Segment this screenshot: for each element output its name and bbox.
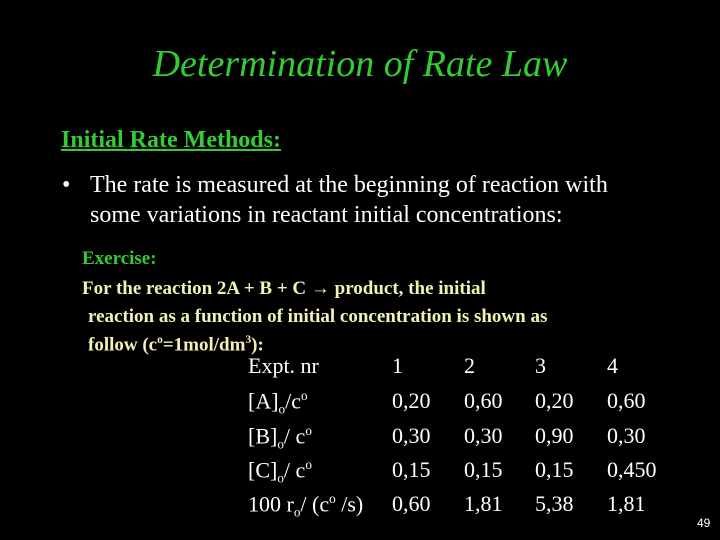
table-row-label: 100 $r_o/$ ($c^o$ /s): [248, 491, 364, 520]
table-cell: 0,450: [607, 457, 657, 482]
exercise-line3-sup: o: [157, 334, 163, 346]
exercise-line2: reaction as a function of initial concentration is shown as: [88, 306, 548, 327]
page-number: 49: [697, 516, 711, 530]
exercise-line3-mid: =1mol/dm: [162, 334, 246, 356]
table-cell: 0,60: [392, 491, 431, 516]
table-cell: 1,81: [607, 491, 646, 516]
slide-title: Determination of Rate Law: [152, 43, 568, 85]
exercise-line1: [82, 278, 486, 300]
table-cell: 0,60: [464, 388, 503, 413]
table-cell: 0,15: [535, 457, 574, 482]
table-cell: 4: [607, 353, 618, 378]
exercise-line3-sup2: 3: [245, 334, 252, 346]
table-cell: 0,20: [535, 388, 574, 413]
section-heading: Initial Rate Methods:: [61, 127, 281, 153]
table-cell: 0,15: [464, 457, 503, 482]
table-cell: 0,30: [464, 423, 503, 448]
exercise-line1-suffix: product, the initial: [329, 278, 486, 299]
table-row-label: $[A]_o/c^o$: [248, 388, 308, 417]
exercise-line1-prefix: For the reaction 2A + B + C: [82, 278, 311, 299]
table-row-label: $[C]_o/$ $c^o$: [248, 457, 312, 486]
table-cell: 0,90: [535, 423, 574, 448]
table-cell: 2: [464, 353, 475, 378]
table-row-label: $[B]_o/$ $c^o$: [248, 423, 312, 452]
bullet-text-line2: some variations in reactant initial concentrations:: [90, 202, 563, 228]
table-cell: 1,81: [464, 491, 503, 516]
exercise-heading: Exercise:: [82, 248, 157, 269]
table-cell: 1: [392, 353, 403, 378]
exercise-line3-prefix: follow (c: [88, 334, 158, 356]
table-cell: 3: [535, 353, 546, 378]
exercise-line3-suffix: ):: [251, 334, 264, 356]
table-cell: 0,15: [392, 457, 431, 482]
table-cell: 0,30: [392, 423, 431, 448]
table-row-label: Expt. nr: [248, 353, 319, 378]
table-cell: 0,30: [607, 423, 646, 448]
arrow-icon: →: [310, 278, 330, 299]
table-cell: 0,20: [392, 388, 431, 413]
table-cell: 5,38: [535, 491, 574, 516]
bullet-icon: •: [62, 172, 71, 198]
exercise-line3: [88, 334, 264, 356]
table-cell: 0,60: [607, 388, 646, 413]
bullet-text-line1: The rate is measured at the beginning of reaction with: [90, 172, 608, 198]
